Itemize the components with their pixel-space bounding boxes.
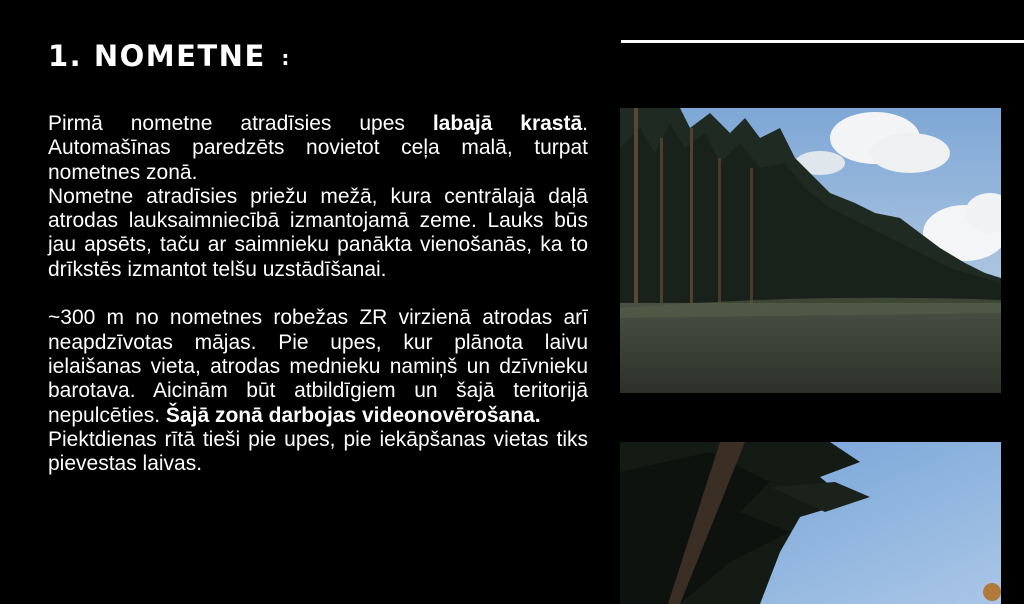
- title-number: 1.: [48, 39, 83, 73]
- header-divider: [621, 40, 1024, 43]
- forest-meadow-illustration: [620, 108, 1001, 393]
- body-text: [48, 112, 588, 476]
- paragraph-houses: [48, 306, 588, 427]
- title-colon: :: [281, 46, 291, 70]
- paragraph-forest: Nometne atradīsies priežu mežā, kura centrālajā daļā atrodas lauksaimniecībā izmantojamā zeme. Lauks būs jau apsēts, taču ar saimnieku panākta vienošanās, ka to drīkstēs izmantot telšu uzstādīšanai.: [48, 184, 588, 281]
- paragraph-gap: [48, 282, 588, 306]
- paragraph-houses-bold: Šajā zonā darbojas videonovērošana.: [165, 403, 541, 427]
- paragraph-boats: Piektdienas rītā tieši pie upes, pie iekāpšanas vietas tiks pievestas laivas.: [48, 427, 588, 476]
- pine-sky-illustration: [620, 442, 1001, 604]
- title-text: NOMETNE: [93, 39, 266, 73]
- forest-meadow-photo: [620, 108, 1001, 393]
- paragraph-location-text-end: . Automašīnas paredzēts novietot ceļa malā, turpat nometnes zonā.: [48, 112, 588, 184]
- paragraph-houses-text: ~300 m no nometnes robežas ZR virzienā atrodas arī neapdzīvotas mājas. Pie upes, kur plānota laivu ielaišanas vieta, atrodas mednieku namiņš un dzīvnieku barotava. Aicinām būt atbildīgiem un šajā teritorijā nepulcēties.: [48, 306, 588, 427]
- paragraph-location-text: Pirmā nometne atradīsies upes: [48, 112, 433, 135]
- pine-sky-photo: [620, 442, 1001, 604]
- paragraph-location-bold: labajā krastā: [432, 112, 583, 135]
- page-title: [48, 38, 291, 76]
- paragraph-location: [48, 112, 588, 185]
